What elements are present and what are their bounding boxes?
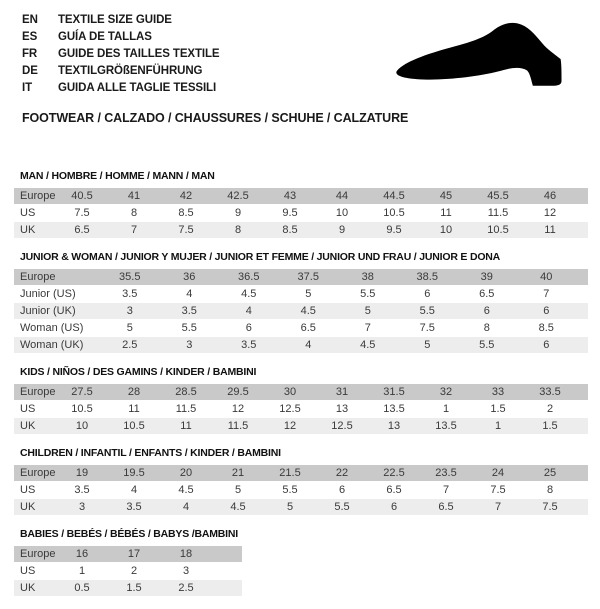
row-label: UK [14, 418, 56, 435]
size-cell: 5 [279, 286, 339, 303]
row-label: US [14, 205, 56, 222]
size-cell: 3.5 [56, 482, 108, 499]
size-cell: 22.5 [368, 465, 420, 482]
size-cell: 6.5 [56, 222, 108, 239]
size-cell: 7.5 [398, 320, 458, 337]
size-cell: 10 [420, 222, 472, 239]
size-cell: 2.5 [100, 337, 160, 354]
size-table-section [14, 251, 594, 354]
row-label: Junior (US) [14, 286, 100, 303]
size-cell: 4 [219, 303, 279, 320]
size-cell: 5 [264, 499, 316, 516]
size-table [14, 269, 588, 354]
language-label: GUIDA ALLE TAGLIE TESSILI [58, 81, 217, 94]
size-cell: 10 [56, 418, 108, 435]
pad-cell [212, 546, 242, 563]
size-cell: 11 [420, 205, 472, 222]
pad-cell [212, 563, 242, 580]
size-cell: 6.5 [457, 286, 517, 303]
size-cell: 32 [420, 384, 472, 401]
language-row [22, 28, 220, 45]
size-table [14, 546, 242, 597]
size-cell: 11.5 [160, 401, 212, 418]
language-code: FR [22, 47, 38, 60]
size-cell: 13.5 [368, 401, 420, 418]
size-cell: 6 [517, 303, 577, 320]
size-cell: 4 [160, 286, 220, 303]
size-row [14, 546, 242, 563]
pad-cell [212, 580, 242, 597]
size-cell: 29.5 [212, 384, 264, 401]
size-cell: 6 [517, 337, 577, 354]
size-cell: 10.5 [368, 205, 420, 222]
size-row [14, 320, 588, 337]
size-cell: 21.5 [264, 465, 316, 482]
size-cell: 5.5 [316, 499, 368, 516]
size-cell: 7.5 [524, 499, 576, 516]
size-cell: 4.5 [160, 482, 212, 499]
size-cell: 30 [264, 384, 316, 401]
row-label: Europe [14, 465, 56, 482]
size-cell: 12.5 [316, 418, 368, 435]
size-row [14, 401, 588, 418]
size-cell: 5.5 [264, 482, 316, 499]
size-cell: 44 [316, 188, 368, 205]
row-label: US [14, 482, 56, 499]
size-cell: 45 [420, 188, 472, 205]
size-cell: 28 [108, 384, 160, 401]
size-cell: 10.5 [56, 401, 108, 418]
row-label: Woman (US) [14, 320, 100, 337]
size-cell: 19.5 [108, 465, 160, 482]
size-cell: 6.5 [368, 482, 420, 499]
size-cell: 37.5 [279, 269, 339, 286]
size-table-section [14, 366, 594, 435]
size-cell: 31 [316, 384, 368, 401]
size-cell: 6 [457, 303, 517, 320]
size-cell: 10 [316, 205, 368, 222]
size-cell: 5.5 [457, 337, 517, 354]
size-row [14, 499, 588, 516]
size-cell: 8 [212, 222, 264, 239]
size-cell: 11.5 [212, 418, 264, 435]
size-cell: 43 [264, 188, 316, 205]
table-title: KIDS / NIÑOS / DES GAMINS / KINDER / BAMBINI [20, 366, 257, 378]
size-cell: 6 [316, 482, 368, 499]
size-cell: 7 [420, 482, 472, 499]
size-table-section [14, 170, 594, 239]
size-cell: 8.5 [264, 222, 316, 239]
size-row [14, 384, 588, 401]
size-cell: 8.5 [517, 320, 577, 337]
size-cell: 33.5 [524, 384, 576, 401]
size-cell: 5.5 [160, 320, 220, 337]
size-cell: 11 [524, 222, 576, 239]
size-cell: 19 [56, 465, 108, 482]
size-cell: 46 [524, 188, 576, 205]
size-cell: 5 [398, 337, 458, 354]
size-cell: 1 [420, 401, 472, 418]
size-cell: 33 [472, 384, 524, 401]
pad-cell [576, 286, 588, 303]
row-label: Europe [14, 384, 56, 401]
size-table [14, 384, 588, 435]
size-cell: 2 [108, 563, 160, 580]
size-table [14, 188, 588, 239]
size-cell: 7.5 [472, 482, 524, 499]
size-row [14, 563, 242, 580]
category-header: FOOTWEAR / CALZADO / CHAUSSURES / SCHUHE / CALZATURE [22, 111, 409, 125]
size-row [14, 418, 588, 435]
size-cell: 5.5 [338, 286, 398, 303]
size-cell: 8 [108, 205, 160, 222]
size-row [14, 222, 588, 239]
size-row [14, 286, 588, 303]
row-label: Europe [14, 188, 56, 205]
language-code: ES [22, 30, 38, 43]
size-cell: 27.5 [56, 384, 108, 401]
size-cell: 40.5 [56, 188, 108, 205]
size-cell: 9.5 [264, 205, 316, 222]
pad-cell [576, 188, 588, 205]
row-label: UK [14, 222, 56, 239]
size-cell: 21 [212, 465, 264, 482]
size-cell: 12.5 [264, 401, 316, 418]
pad-cell [576, 465, 588, 482]
size-row [14, 269, 588, 286]
pad-cell [576, 384, 588, 401]
size-cell: 11 [108, 401, 160, 418]
size-table-section [14, 528, 594, 597]
size-cell: 3 [160, 563, 212, 580]
row-label: UK [14, 499, 56, 516]
size-cell: 11 [160, 418, 212, 435]
size-row [14, 337, 588, 354]
size-cell: 24 [472, 465, 524, 482]
shoe-icon [388, 16, 586, 102]
size-cell: 3.5 [100, 286, 160, 303]
size-cell: 6 [368, 499, 420, 516]
pad-cell [576, 418, 588, 435]
pad-cell [576, 222, 588, 239]
size-cell: 42 [160, 188, 212, 205]
size-cell: 41 [108, 188, 160, 205]
size-cell: 16 [56, 546, 108, 563]
size-cell: 7.5 [56, 205, 108, 222]
size-cell: 9 [316, 222, 368, 239]
size-cell: 4.5 [279, 303, 339, 320]
size-cell: 1.5 [524, 418, 576, 435]
size-cell: 39 [457, 269, 517, 286]
language-row [22, 11, 220, 28]
language-row [22, 62, 220, 79]
pad-cell [576, 303, 588, 320]
size-row [14, 580, 242, 597]
size-cell: 38.5 [398, 269, 458, 286]
size-cell: 31.5 [368, 384, 420, 401]
row-label: US [14, 563, 56, 580]
language-label: GUÍA DE TALLAS [58, 30, 152, 43]
size-cell: 13 [368, 418, 420, 435]
language-code: DE [22, 64, 38, 77]
size-cell: 10.5 [472, 222, 524, 239]
language-list [22, 11, 220, 96]
table-title: JUNIOR & WOMAN / JUNIOR Y MUJER / JUNIOR ET FEMME / JUNIOR UND FRAU / JUNIOR E DONA [20, 251, 501, 263]
size-cell: 5 [100, 320, 160, 337]
size-cell: 25 [524, 465, 576, 482]
size-cell: 9.5 [368, 222, 420, 239]
size-cell: 5 [212, 482, 264, 499]
size-cell: 6 [398, 286, 458, 303]
size-cell: 5 [338, 303, 398, 320]
size-cell: 3.5 [108, 499, 160, 516]
language-code: EN [22, 13, 38, 26]
size-cell: 8 [524, 482, 576, 499]
size-cell: 6.5 [420, 499, 472, 516]
pad-cell [576, 205, 588, 222]
pad-cell [576, 269, 588, 286]
size-cell: 12 [212, 401, 264, 418]
row-label: UK [14, 580, 56, 597]
size-row [14, 465, 588, 482]
pad-cell [576, 482, 588, 499]
size-cell: 2 [524, 401, 576, 418]
size-cell: 10.5 [108, 418, 160, 435]
size-cell: 23.5 [420, 465, 472, 482]
size-row [14, 482, 588, 499]
size-row [14, 188, 588, 205]
pad-cell [576, 499, 588, 516]
size-cell: 12 [524, 205, 576, 222]
size-cell: 1 [56, 563, 108, 580]
size-cell: 22 [316, 465, 368, 482]
language-label: GUIDE DES TAILLES TEXTILE [58, 47, 220, 60]
size-cell: 4 [160, 499, 212, 516]
size-cell: 3 [56, 499, 108, 516]
row-label: Junior (UK) [14, 303, 100, 320]
size-cell: 7 [517, 286, 577, 303]
size-cell: 7.5 [160, 222, 212, 239]
size-cell: 17 [108, 546, 160, 563]
table-title: MAN / HOMBRE / HOMME / MANN / MAN [20, 170, 215, 182]
size-cell: 9 [212, 205, 264, 222]
size-cell: 6 [219, 320, 279, 337]
size-cell: 4 [279, 337, 339, 354]
size-cell: 3 [160, 337, 220, 354]
pad-cell [576, 337, 588, 354]
size-table-section [14, 447, 594, 516]
size-row [14, 303, 588, 320]
size-cell: 7 [472, 499, 524, 516]
size-cell: 4.5 [212, 499, 264, 516]
size-cell: 4.5 [338, 337, 398, 354]
size-tables [14, 170, 594, 609]
row-label: Woman (UK) [14, 337, 100, 354]
row-label: Europe [14, 269, 100, 286]
size-cell: 1 [472, 418, 524, 435]
size-cell: 8 [457, 320, 517, 337]
size-cell: 6.5 [279, 320, 339, 337]
size-cell: 40 [517, 269, 577, 286]
size-cell: 28.5 [160, 384, 212, 401]
size-cell: 0.5 [56, 580, 108, 597]
size-cell: 20 [160, 465, 212, 482]
size-cell: 5.5 [398, 303, 458, 320]
pad-cell [576, 320, 588, 337]
size-cell: 36.5 [219, 269, 279, 286]
size-cell: 7 [108, 222, 160, 239]
size-row [14, 205, 588, 222]
size-cell: 44.5 [368, 188, 420, 205]
size-cell: 18 [160, 546, 212, 563]
row-label: Europe [14, 546, 56, 563]
size-cell: 13 [316, 401, 368, 418]
size-cell: 7 [338, 320, 398, 337]
size-table [14, 465, 588, 516]
size-cell: 36 [160, 269, 220, 286]
table-title: CHILDREN / INFANTIL / ENFANTS / KINDER / BAMBINI [20, 447, 281, 459]
table-title: BABIES / BEBÉS / BÉBÉS / BABYS /BAMBINI [20, 528, 238, 540]
size-cell: 42.5 [212, 188, 264, 205]
size-cell: 4 [108, 482, 160, 499]
size-cell: 3 [100, 303, 160, 320]
size-cell: 1.5 [472, 401, 524, 418]
size-cell: 11.5 [472, 205, 524, 222]
size-cell: 35.5 [100, 269, 160, 286]
language-row [22, 45, 220, 62]
language-code: IT [22, 81, 33, 94]
size-cell: 4.5 [219, 286, 279, 303]
language-label: TEXTILE SIZE GUIDE [58, 13, 172, 26]
size-cell: 38 [338, 269, 398, 286]
size-cell: 3.5 [219, 337, 279, 354]
language-row [22, 79, 220, 96]
size-cell: 2.5 [160, 580, 212, 597]
size-cell: 8.5 [160, 205, 212, 222]
language-label: TEXTILGRÖßENFÜHRUNG [58, 64, 203, 77]
size-cell: 3.5 [160, 303, 220, 320]
size-cell: 12 [264, 418, 316, 435]
size-cell: 1.5 [108, 580, 160, 597]
size-cell: 13.5 [420, 418, 472, 435]
pad-cell [576, 401, 588, 418]
size-cell: 45.5 [472, 188, 524, 205]
row-label: US [14, 401, 56, 418]
